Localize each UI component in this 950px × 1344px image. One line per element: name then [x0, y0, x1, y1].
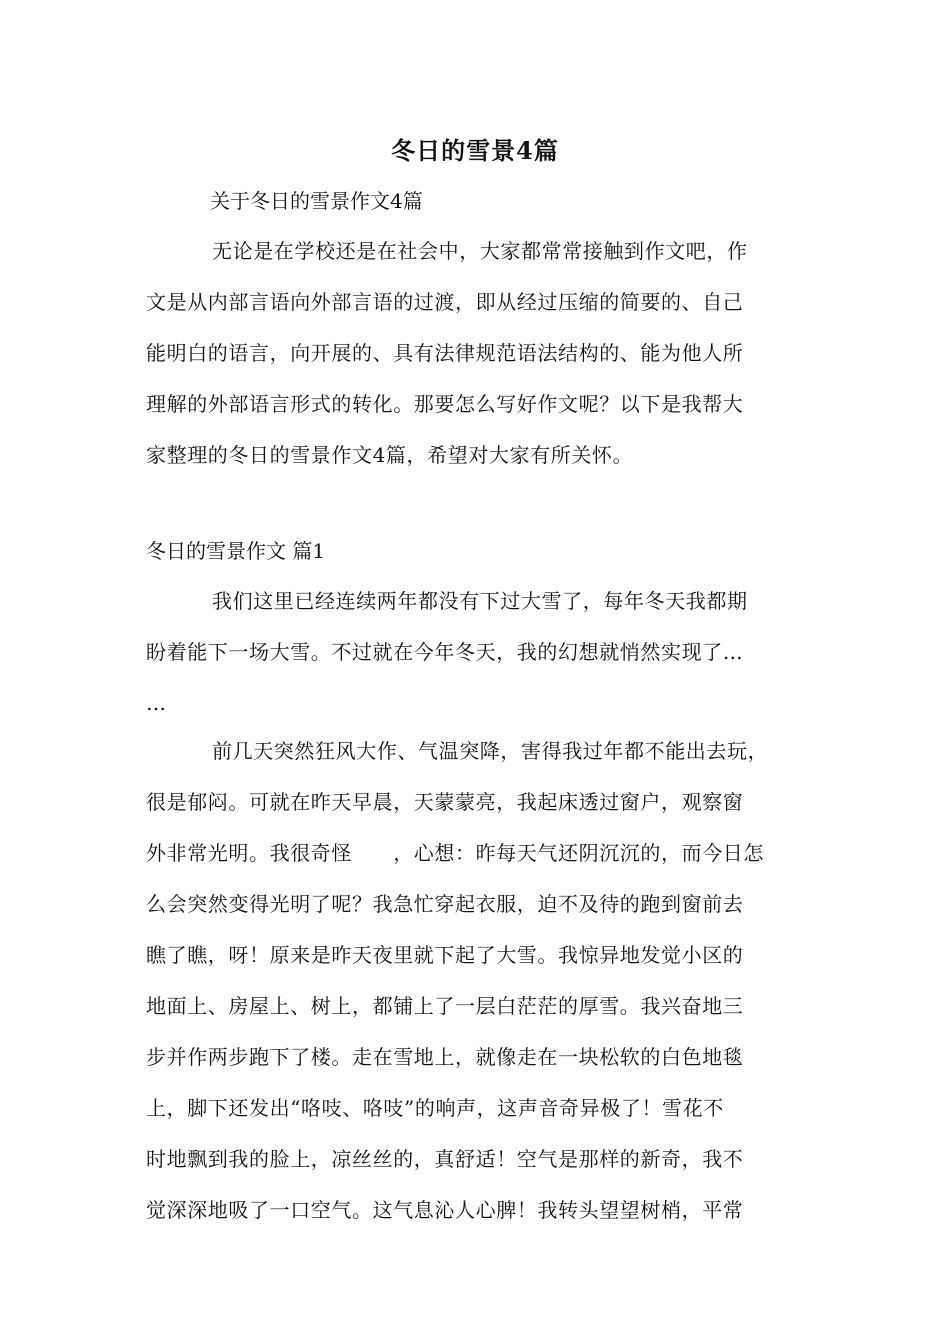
paragraph-line: 我们这里已经连续两年都没有下过大雪了，每年冬天我都期	[212, 589, 748, 613]
paragraph-line: 觉深深地吸了一口空气。这气息沁人心脾！我转头望望树梢，平常	[146, 1198, 744, 1222]
paragraph-line: 上，脚下还发出“咯吱、咯吱”的响声，这声音奇异极了！雪花不	[146, 1096, 724, 1120]
section1-paragraph-2	[146, 736, 816, 1246]
paragraph-line: 前几天突然狂风大作、气温突降，害得我过年都不能出去玩，	[212, 739, 769, 763]
paragraph-line: 瞧了瞧，呀！原来是昨天夜里就下起了大雪。我惊异地发觉小区的	[146, 943, 744, 967]
paragraph-line: 外非常光明。我很奇怪 ，心想：昨每天气还阴沉沉的，而今日怎	[146, 841, 764, 865]
intro-paragraph	[146, 236, 816, 491]
document-title: 冬日的雪景4篇	[391, 136, 559, 165]
paragraph-line: 无论是在学校还是在社会中，大家都常常接触到作文吧，作	[212, 239, 748, 263]
section1-paragraph-1	[146, 586, 816, 739]
document-subtitle: 关于冬日的雪景作文4篇	[210, 189, 423, 213]
paragraph-line: 盼着能下一场大雪。不过就在今年冬天，我的幻想就悄然实现了…	[146, 640, 744, 664]
paragraph-line: 时地飘到我的脸上，凉丝丝的，真舒适！空气是那样的新奇，我不	[146, 1147, 744, 1171]
paragraph-line: 么会突然变得光明了呢？我急忙穿起衣服，迫不及待的跑到窗前去	[146, 892, 744, 916]
paragraph-line: 家整理的冬日的雪景作文4篇，希望对大家有所关怀。	[146, 443, 634, 467]
paragraph-line: 地面上、房屋上、树上，都铺上了一层白茫茫的厚雪。我兴奋地三	[146, 994, 744, 1018]
paragraph-line: 能明白的语言，向开展的、具有法律规范语法结构的、能为他人所	[146, 341, 744, 365]
section-heading: 冬日的雪景作文 篇1	[146, 539, 326, 563]
paragraph-line: 文是从内部言语向外部言语的过渡，即从经过压缩的简要的、自己	[146, 290, 744, 314]
paragraph-line: …	[146, 691, 167, 715]
paragraph-line: 步并作两步跑下了楼。走在雪地上，就像走在一块松软的白色地毯	[146, 1045, 744, 1069]
paragraph-line: 理解的外部语言形式的转化。那要怎么写好作文呢？以下是我帮大	[146, 392, 744, 416]
paragraph-line: 很是郁闷。可就在昨天早晨，天蒙蒙亮，我起床透过窗户，观察窗	[146, 790, 744, 814]
